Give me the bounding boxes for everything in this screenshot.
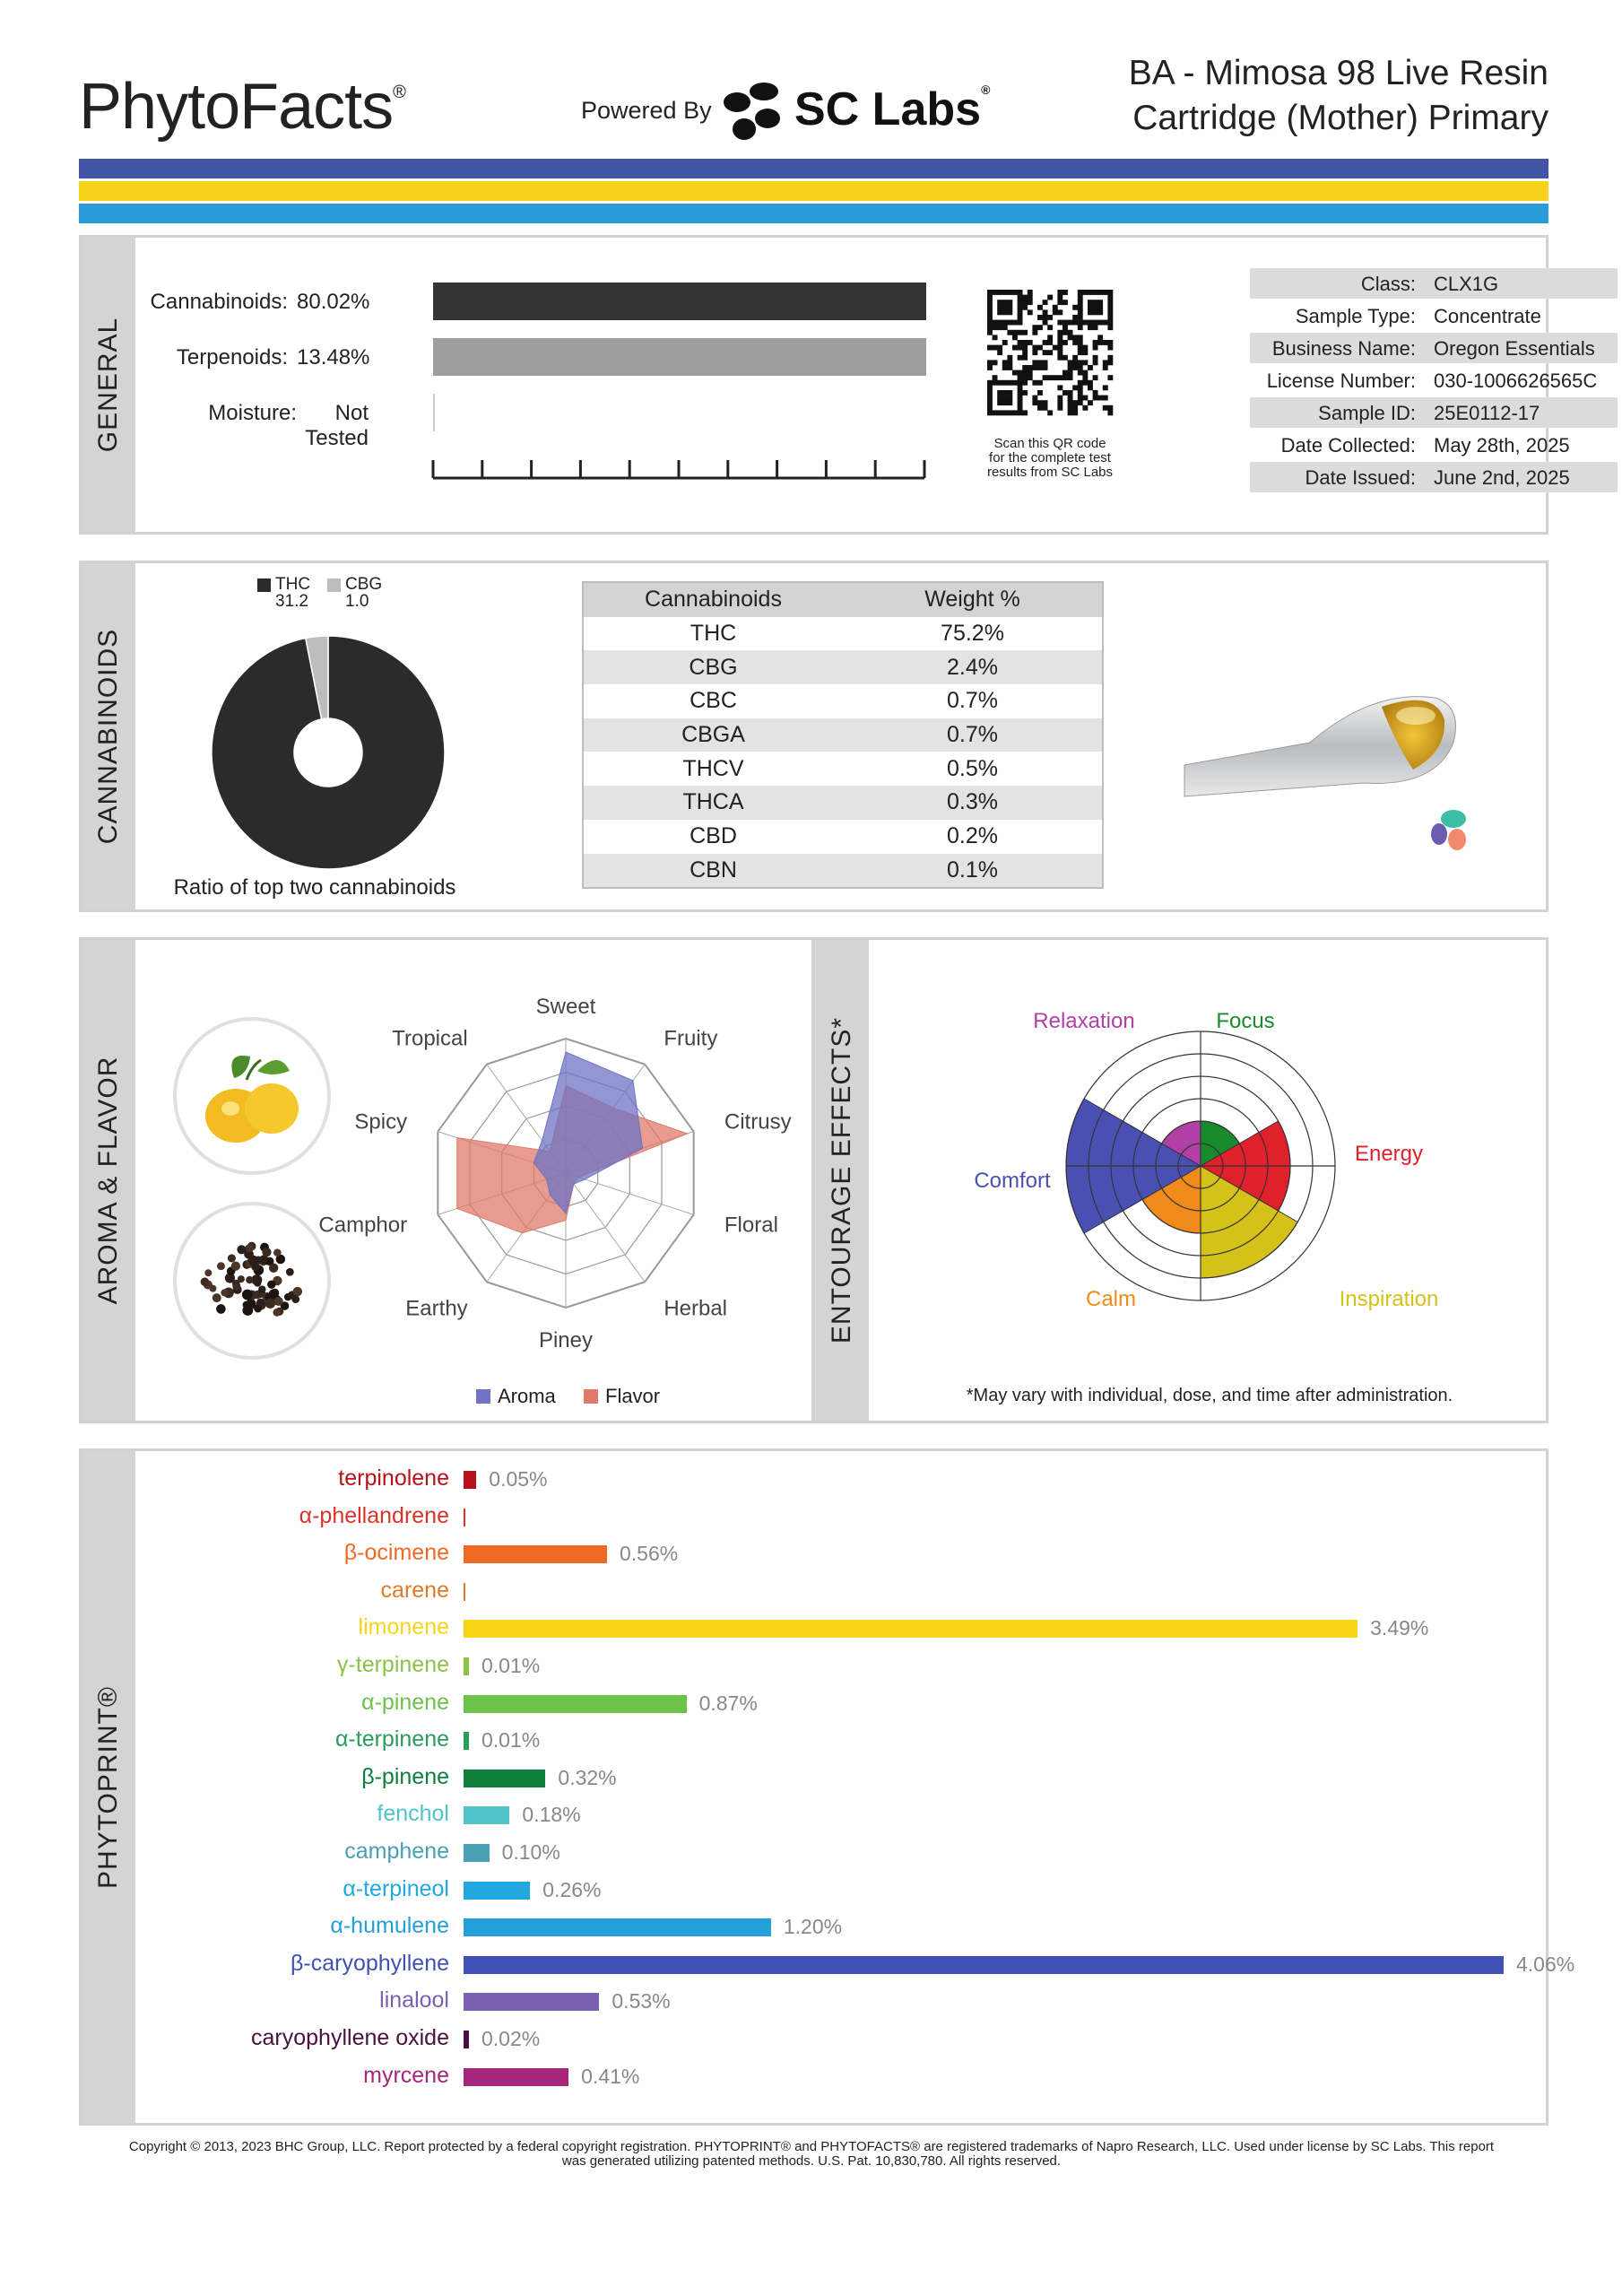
footer-copyright (54, 2140, 1569, 2169)
sc-labs-logo-icon (717, 79, 789, 151)
terpene-bar (464, 1545, 607, 1563)
phytoprint-section-label: PHYTOPRINT® (93, 1685, 123, 1889)
terpene-name: caryophyllene oxide (251, 2025, 449, 2050)
general-side-tab (82, 238, 135, 532)
terpene-name: limonene (358, 1614, 449, 1640)
terpene-name: β-ocimene (343, 1540, 449, 1566)
terpene-name: α-pinene (361, 1689, 449, 1715)
peppercorn (217, 1262, 225, 1270)
terpene-bar (464, 1770, 545, 1787)
info-row (1250, 333, 1618, 363)
general-row-label: Moisture: (208, 401, 297, 425)
info-value: Oregon Essentials (1434, 337, 1595, 360)
radar-axis-label: Sweet (535, 995, 596, 1019)
footer-line: Copyright © 2013, 2023 BHC Group, LLC. Report protected by a federal copyright registration. PHYTOPRINT® and PHYTOFACTS® are registered trademarks of Napro Research, LLC. Used under license by SC Labs. This report (128, 2139, 1495, 2154)
qr-caption (969, 437, 1131, 480)
terpene-bar (464, 1844, 490, 1862)
table-row (584, 786, 1102, 820)
peppercorn (221, 1289, 228, 1296)
peppercorn (216, 1304, 226, 1314)
effect-label-relaxation: Relaxation (1033, 1009, 1135, 1033)
terpene-name: fenchol (377, 1801, 449, 1827)
legend-cbg-name: CBG (345, 575, 383, 594)
table-row (584, 820, 1102, 854)
table-header-cell: Cannabinoids (645, 587, 782, 613)
peppercorn (273, 1309, 281, 1317)
terpene-value: 3.49% (1370, 1616, 1429, 1640)
terpene-name: β-pinene (361, 1763, 449, 1789)
terpene-value: 4.06% (1516, 1952, 1575, 1976)
table-header-cell: Weight % (924, 587, 1020, 613)
peppercorn (267, 1280, 275, 1288)
legend-cbg-value: 1.0 (345, 592, 369, 611)
radar-axis-label: Tropical (392, 1026, 468, 1051)
product-title-line2: Cartridge (Mother) Primary (1132, 99, 1548, 137)
brand-logo: PhytoFacts® (79, 71, 405, 143)
info-row (1250, 430, 1618, 460)
terpene-name: myrcene (363, 2062, 449, 2088)
phytoprint-side-tab (82, 1451, 135, 2123)
terpene-value: 1.20% (783, 1915, 843, 1939)
table-row (584, 752, 1102, 786)
legend-thc-value: 31.2 (275, 592, 308, 611)
terpene-bar (464, 2031, 469, 2048)
peppercorn (213, 1293, 221, 1302)
cannabinoid-name: THCV (682, 755, 744, 781)
general-panel (79, 235, 1598, 535)
powered-by-label: Powered By (581, 97, 712, 124)
peppercorn (274, 1297, 283, 1306)
terpene-value: 0.41% (581, 2064, 640, 2088)
entourage-side-tab (815, 940, 869, 1421)
aroma-flavor-panel (79, 937, 814, 1423)
general-row-value: 13.48% (297, 345, 370, 370)
info-row (1250, 300, 1618, 331)
info-label: Sample Type: (1295, 305, 1416, 327)
terpene-bar (464, 1509, 465, 1526)
info-label: Class: (1360, 273, 1416, 295)
info-label: Business Name: (1271, 337, 1416, 360)
peppercorn (254, 1256, 262, 1264)
legend-cbg-swatch (327, 578, 341, 592)
peppercorn (265, 1298, 275, 1308)
peppercorn (291, 1295, 299, 1303)
table-row (584, 718, 1102, 752)
cannabinoids-panel (79, 561, 1548, 912)
concentrate-dab-tool-image (1184, 635, 1480, 859)
general-row-label: Cannabinoids: (150, 290, 288, 314)
info-value: June 2nd, 2025 (1434, 466, 1570, 489)
peppercorn (242, 1290, 253, 1300)
aroma-side-tab (82, 940, 135, 1421)
cannabinoids-side-tab (82, 563, 135, 909)
info-label: Sample ID: (1318, 402, 1416, 424)
terpene-bar (464, 1732, 469, 1750)
terpene-value: 0.02% (481, 2027, 541, 2050)
terpene-name: β-caryophyllene (291, 1950, 449, 1976)
cannabinoid-weight: 0.5% (947, 755, 998, 781)
cannabinoid-name: THC (690, 621, 737, 647)
terpene-name: camphene (344, 1839, 449, 1864)
terpene-bar (464, 1882, 530, 1900)
terpene-bar (464, 1657, 469, 1675)
info-row (1250, 397, 1618, 428)
peppercorn (293, 1287, 302, 1296)
general-row-bar (433, 283, 926, 320)
cannabinoid-name: CBD (690, 823, 737, 849)
terpene-bar (464, 1806, 509, 1824)
terpene-bar (464, 1695, 687, 1713)
peppercorn (246, 1276, 253, 1283)
terpene-value: 0.53% (612, 1989, 671, 2013)
table-row (584, 684, 1102, 718)
terpene-name: terpinolene (338, 1465, 449, 1491)
stripe-lightblue (79, 204, 1548, 223)
legend-flavor-label: Flavor (605, 1385, 661, 1407)
general-scale-ruler (431, 453, 933, 489)
info-value: Concentrate (1434, 305, 1541, 327)
cannabinoids-section-label: CANNABINOIDS (93, 628, 123, 845)
general-section-label: GENERAL (93, 317, 123, 453)
terpene-name: α-terpinene (334, 1726, 449, 1752)
radar-axis-label: Fruity (664, 1026, 718, 1051)
terpene-name: α-phellandrene (299, 1502, 449, 1528)
entourage-footnote: *May vary with individual, dose, and time after administration. (966, 1386, 1453, 1405)
entourage-panel (812, 937, 1548, 1423)
table-header-row (584, 583, 1102, 617)
radar-axis-label: Camphor (318, 1213, 408, 1238)
cannabinoid-name: THCA (682, 789, 744, 815)
radar-axis-label: Herbal (664, 1296, 728, 1321)
stripe-yellow (79, 181, 1548, 201)
terpene-value: 0.18% (522, 1803, 581, 1827)
info-row (1250, 268, 1618, 299)
cannabinoid-weight: 0.2% (947, 823, 998, 849)
terpene-bar (464, 1583, 465, 1601)
cannabinoid-name: CBN (690, 857, 737, 883)
terpene-value: 0.01% (481, 1654, 541, 1677)
cannabinoid-weight: 2.4% (947, 654, 998, 680)
legend-thc-swatch (257, 578, 271, 592)
legend-aroma-swatch (476, 1389, 490, 1404)
legend-flavor-swatch (584, 1389, 598, 1404)
cannabinoid-name: CBC (690, 688, 737, 714)
peppercorn (228, 1254, 236, 1262)
peppercorn (262, 1248, 271, 1257)
legend-thc (257, 576, 401, 612)
qr-caption-line: for the complete test (989, 450, 1111, 465)
effect-label-comfort: Comfort (974, 1169, 1051, 1193)
product-title-line1: BA - Mimosa 98 Live Resin (1128, 54, 1548, 92)
cannabinoid-weight: 0.7% (947, 688, 998, 714)
phytoprint-panel (79, 1448, 1575, 2126)
table-row (584, 854, 1102, 888)
cannabinoids-table (582, 581, 1104, 889)
info-value: 25E0112-17 (1434, 402, 1540, 424)
qr-caption-line: Scan this QR code (993, 436, 1106, 451)
aroma-flavor-radar-chart (318, 985, 792, 1379)
lemon-image (171, 1015, 333, 1177)
table-row (584, 617, 1102, 651)
terpene-name: α-terpineol (343, 1875, 449, 1901)
peppercorn (231, 1261, 240, 1270)
footer-line: was generated utilizing patented methods. U.S. Pat. 10,830,780. All rights reserved. (561, 2153, 1062, 2169)
info-label: Date Issued: (1305, 466, 1416, 489)
terpene-value: 0.56% (620, 1542, 679, 1566)
aroma-series-polygon (533, 1052, 642, 1213)
info-value: 030-1006626565C (1434, 370, 1598, 392)
info-value: CLX1G (1434, 273, 1499, 295)
qr-caption-line: results from SC Labs (986, 465, 1114, 480)
terpene-name: carene (380, 1577, 449, 1603)
terpene-bar (464, 2068, 568, 2086)
cannabinoid-name: CBGA (681, 722, 745, 748)
effect-label-inspiration: Inspiration (1339, 1287, 1439, 1311)
radar-axis-label: Piney (538, 1328, 594, 1352)
legend-aroma-label: Aroma (498, 1385, 556, 1407)
terpene-bar (464, 1471, 476, 1489)
aroma-section-label: AROMA & FLAVOR (93, 1056, 123, 1305)
legend-thc-name: THC (275, 575, 311, 594)
peppercorn (258, 1285, 265, 1292)
terpene-bar (464, 1993, 599, 2011)
peppercorn (256, 1299, 265, 1308)
effect-label-focus: Focus (1216, 1009, 1275, 1033)
radar-axis-label: Citrusy (724, 1109, 792, 1135)
entourage-section-label: ENTOURAGE EFFECTS* (827, 1016, 856, 1344)
peppercorn (246, 1244, 254, 1252)
terpene-bar (464, 1956, 1504, 1974)
peppercorn (237, 1245, 246, 1254)
effect-label-energy: Energy (1354, 1142, 1424, 1166)
qr-code-icon (987, 290, 1113, 415)
terpene-bar (464, 1620, 1357, 1638)
entourage-polar-chart (869, 940, 1546, 1388)
cannabinoid-weight: 0.1% (947, 857, 998, 883)
peppercorn (232, 1283, 240, 1291)
stripe-blue (79, 159, 1548, 178)
terpene-value: 0.10% (501, 1840, 560, 1864)
terpene-value: 0.05% (489, 1467, 548, 1491)
ratio-caption: Ratio of top two cannabinoids (173, 875, 456, 900)
general-row-value: Not Tested (305, 401, 369, 450)
ratio-donut-chart (207, 631, 449, 874)
info-label: Date Collected: (1280, 434, 1416, 457)
radar-axis-label: Spicy (354, 1109, 408, 1135)
info-value: May 28th, 2025 (1434, 434, 1570, 457)
terpene-bar (464, 1918, 771, 1936)
general-row-label: Terpenoids: (176, 345, 288, 370)
cannabinoid-weight: 75.2% (941, 621, 1004, 647)
sc-labs-wordmark: SC Labs® (794, 83, 991, 135)
peppercorn (286, 1268, 294, 1276)
general-row-bar (433, 394, 435, 431)
peppercorn (254, 1279, 261, 1286)
terpene-name: linalool (379, 1987, 449, 2013)
cannabinoid-weight: 0.7% (947, 722, 998, 748)
radar-axis-label: Floral (724, 1213, 778, 1238)
peppercorn (201, 1277, 210, 1286)
terpene-name: γ-terpinene (336, 1652, 449, 1677)
info-row (1250, 462, 1618, 492)
peppercorn-image (171, 1200, 333, 1361)
peppercorn (273, 1248, 282, 1257)
terpene-value: 0.26% (542, 1877, 602, 1901)
radar-spoke (566, 1173, 645, 1282)
info-row (1250, 365, 1618, 396)
terpene-value: 0.32% (558, 1765, 617, 1789)
cannabinoid-weight: 0.3% (947, 789, 998, 815)
peppercorn (204, 1269, 212, 1276)
terpene-value: 0.87% (698, 1691, 758, 1715)
terpene-value: 0.01% (481, 1728, 541, 1752)
general-row-value: 80.02% (297, 290, 370, 314)
cannabinoid-name: CBG (689, 654, 738, 680)
radar-axis-label: Earthy (405, 1296, 468, 1321)
terpene-name: α-humulene (330, 1913, 449, 1939)
info-label: License Number: (1266, 370, 1416, 392)
general-row-bar (433, 338, 926, 376)
table-row (584, 650, 1102, 684)
effect-label-calm: Calm (1085, 1287, 1137, 1311)
